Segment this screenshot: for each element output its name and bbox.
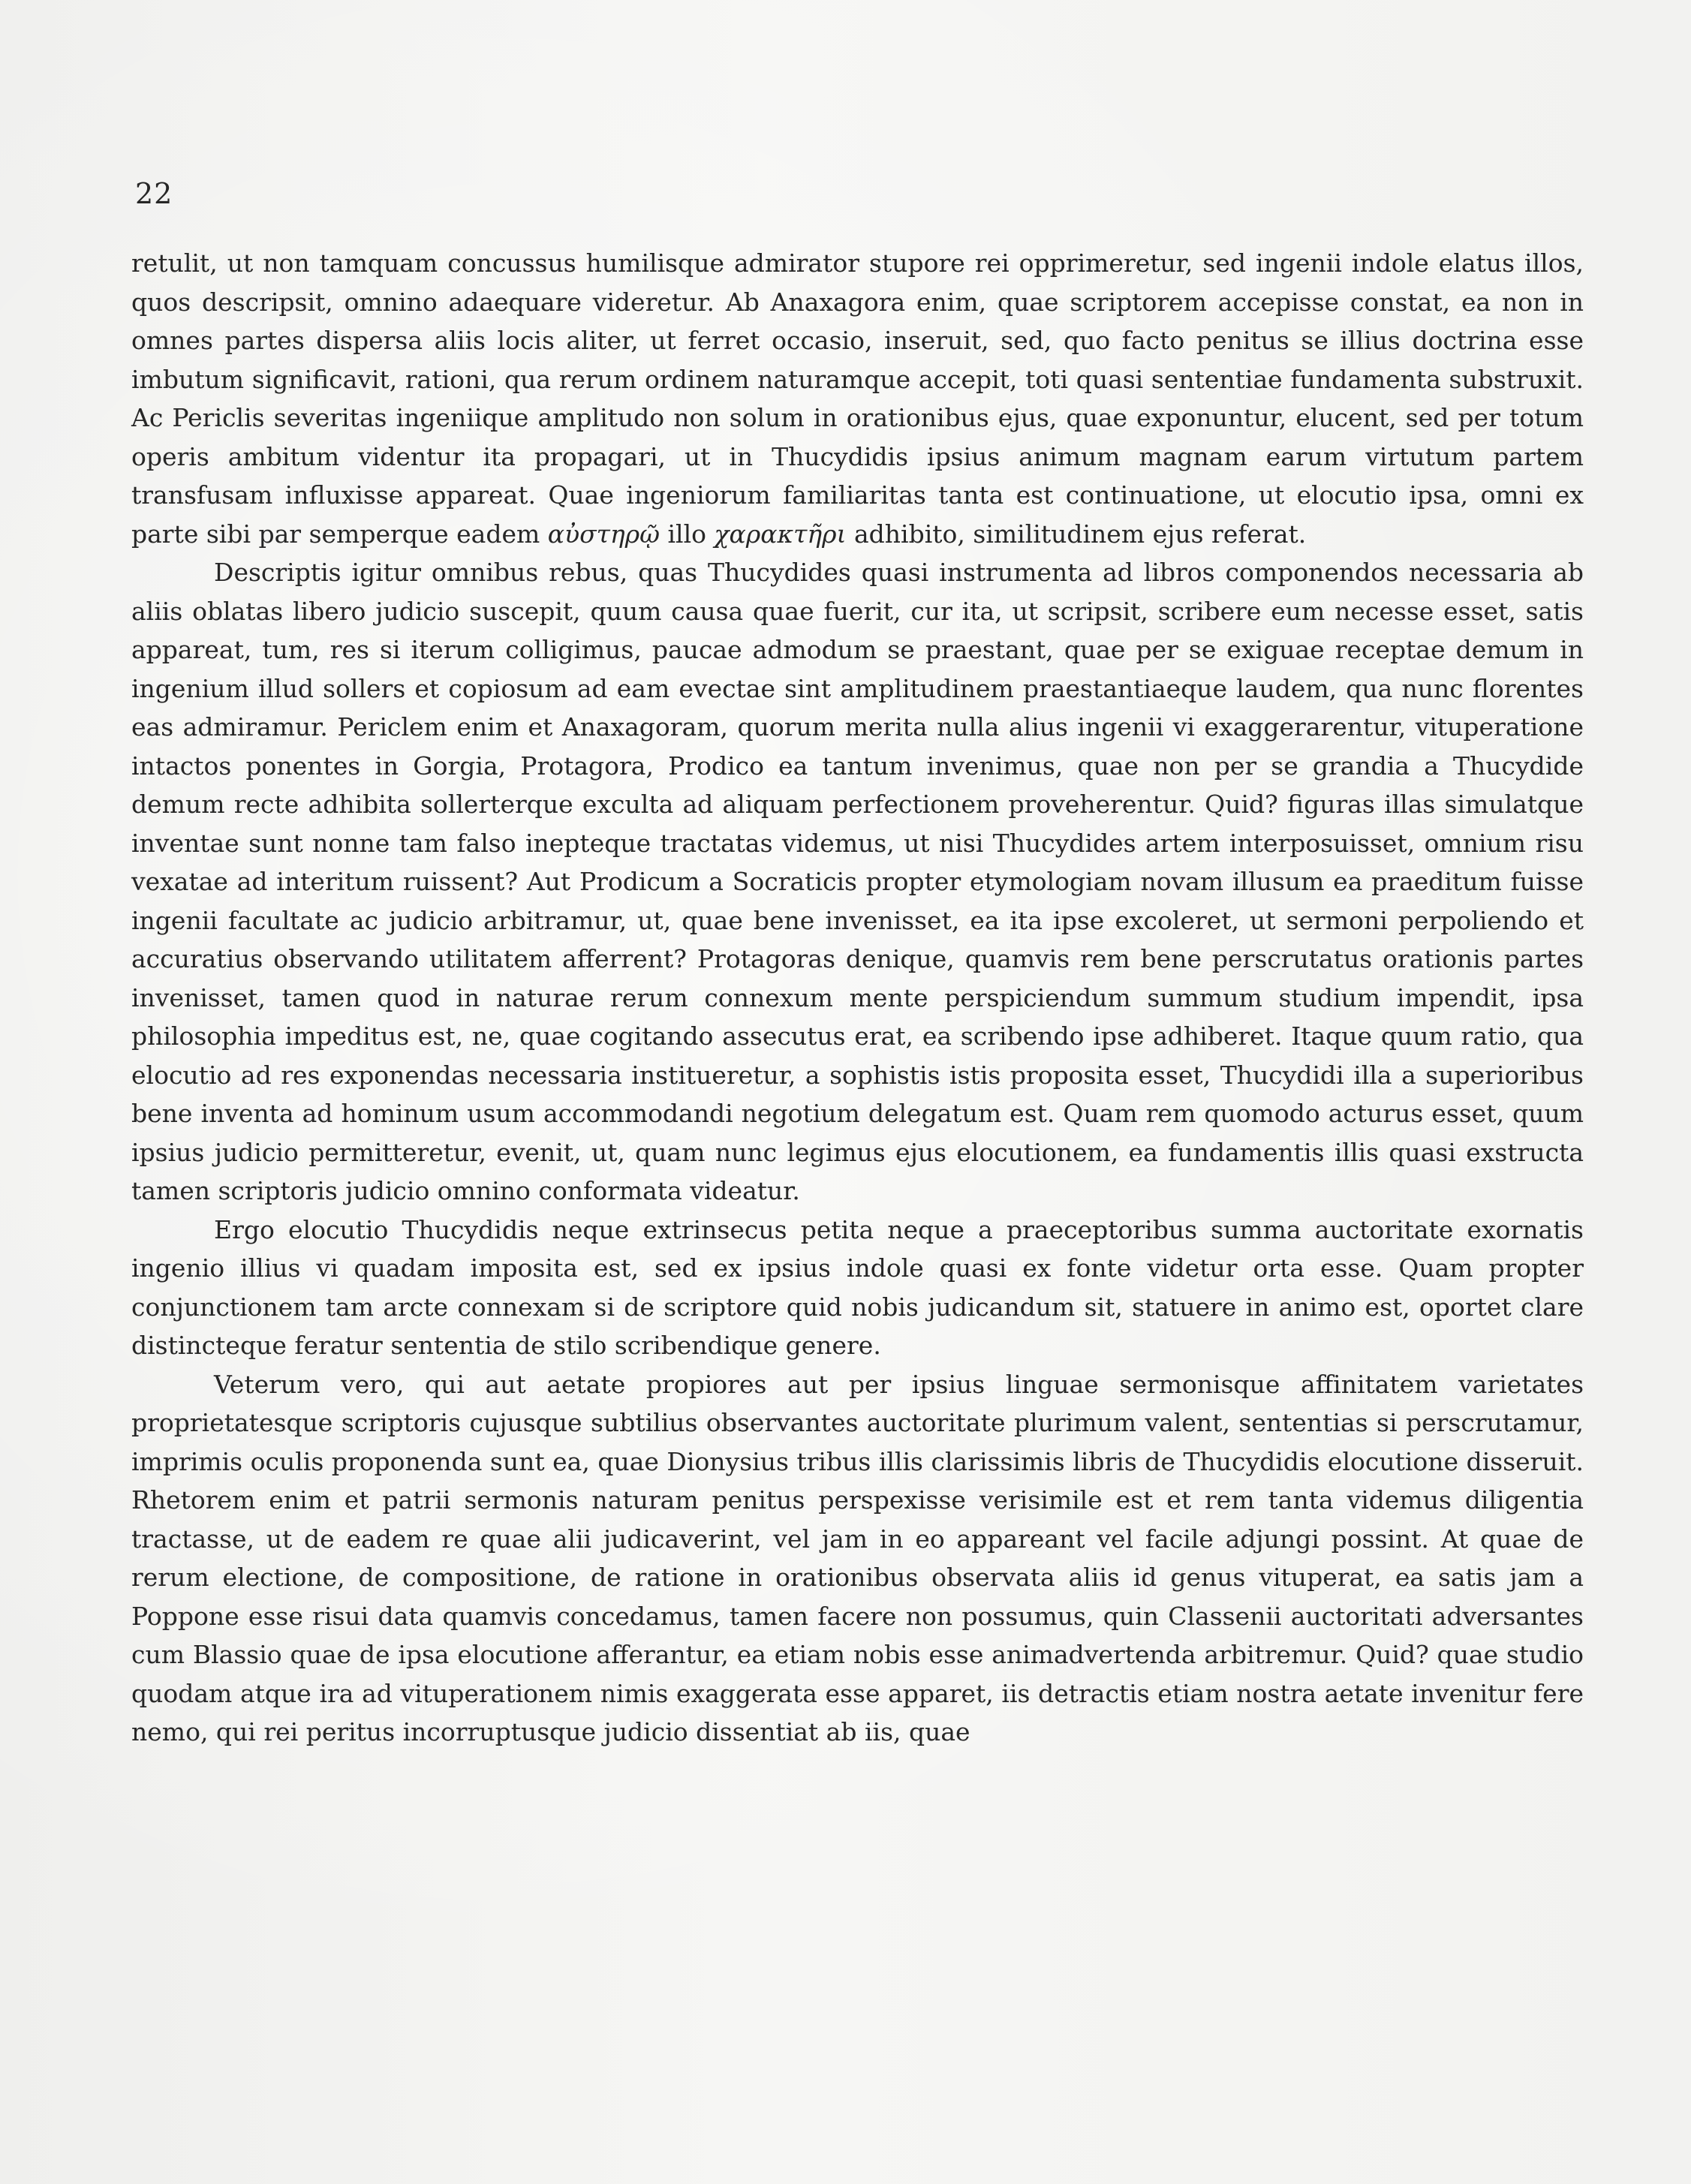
greek-word-charactere: χαρακτῆρι — [714, 519, 847, 549]
paragraph-1-text-c: adhibito, similitudinem ejus referat. — [846, 519, 1307, 549]
paragraph-4 — [131, 1365, 1584, 1752]
paragraph-1-text-b: illo — [660, 519, 715, 549]
paragraph-1 — [131, 244, 1584, 553]
paragraph-4-text: Veterum vero, qui aut aetate propiores aut per ipsius linguae sermonisque affinitatem varietates proprietatesque scriptoris cujusque subtilius observantes auctoritate plurimum valent, sententias si perscrutamur, imprimis oculis proponenda sunt ea, quae Dionysius tribus illis clarissimis libris de Thucydidis elocutione disseruit. Rhetorem enim et patrii sermonis naturam penitus perspexisse verisimile est et rem tanta videmus diligentia tractasse, ut de eadem re quae alii judicaverint, vel jam in eo appareant vel facile adjungi possint. At quae de rerum electione, de compositione, de ratione in orationibus observata aliis id genus vituperat, ea satis jam a Poppone esse risui data quamvis concedamus, tamen facere non possumus, quin Classenii auctoritati adversantes cum Blassio quae de ipsa elocutione afferantur, ea etiam nobis esse animadvertenda arbitremur. Quid? quae studio quodam atque ira ad vituperationem nimis exaggerata esse apparet, iis detractis etiam nostra aetate invenitur fere nemo, qui rei peritus incorruptusque judicio dissentiat ab iis, quae — [131, 1369, 1584, 1746]
page-number: 22 — [135, 177, 173, 210]
paragraph-3-text: Ergo elocutio Thucydidis neque extrinsecus petita neque a praeceptoribus summa auctoritate exornatis ingenio illius vi quadam imposita est, sed ex ipsius indole quasi ex fonte videtur orta esse. Quam propter conjunctionem tam arcte connexam si de scriptore quid nobis judicandum sit, statuere in animo est, oportet clare distincteque feratur sententia de stilo scribendique genere. — [131, 1214, 1584, 1360]
body-text — [131, 244, 1584, 1752]
paragraph-1-text-a: retulit, ut non tamquam concussus humilisque admirator stupore rei opprimeretur, sed ingenii indole elatus illos, quos descripsit, omnino adaequare videretur. Ab Anaxagora enim, quae scriptorem accepisse constat, ea non in omnes partes dispersa aliis locis aliter, ut ferret occasio, inseruit, sed, quo facto penitus se illius doctrina esse imbutum significavit, rationi, qua rerum ordinem naturamque accepit, toti quasi sententiae fundamenta substruxit. Ac Periclis severitas ingeniique amplitudo non solum in orationibus ejus, quae exponuntur, elucent, sed per totum operis ambitum videntur ita propagari, ut in Thucydidis ipsius animum magnam earum virtutum partem transfusam influxisse appareat. Quae ingeniorum familiaritas tanta est continuatione, ut elocutio ipsa, omni ex parte sibi par semperque eadem — [131, 248, 1584, 549]
paragraph-3 — [131, 1211, 1584, 1365]
paragraph-2 — [131, 553, 1584, 1211]
paragraph-2-text: Descriptis igitur omnibus rebus, quas Thucydides quasi instrumenta ad libros componendos necessaria ab aliis oblatas libero judicio suscepit, quum causa quae fuerit, cur ita, ut scripsit, scribere eum necesse esset, satis appareat, tum, res si iterum colligimus, paucae admodum se praestant, quae per se exiguae receptae demum in ingenium illud sollers et copiosum ad eam evectae sint amplitudinem praestantiaeque laudem, qua nunc florentes eas admiramur. Periclem enim et Anaxagoram, quorum merita nulla alius ingenii vi exaggerarentur, vituperatione intactos ponentes in Gorgia, Protagora, Prodico ea tantum invenimus, quae non per se grandia a Thucydide demum recte adhibita sollerterque exculta ad aliquam perfectionem proveherentur. Quid? figuras illas simulatque inventae sunt nonne tam falso inepteque tractatas videmus, ut nisi Thucydides artem interposuisset, omnium risu vexatae ad interitum ruissent? Aut Prodicum a Socraticis propter etymologiam novam illusum ea praeditum fuisse ingenii facultate ac judicio arbitramur, ut, quae bene invenisset, ea ita ipse excoleret, ut sermoni perpoliendo et accuratius observando utilitatem afferrent? Protagoras denique, quamvis rem bene perscrutatus orationis partes invenisset, tamen quod in naturae rerum connexum mente perspiciendum summum studium impendit, ipsa philosophia impeditus est, ne, quae cogitando assecutus erat, ea scribendo ipse adhiberet. Itaque quum ratio, qua elocutio ad res exponendas necessaria institueretur, a sophistis istis proposita esset, Thucydidi illa a superioribus bene inventa ad hominum usum accommodandi negotium delegatum est. Quam rem quomodo acturus esset, quum ipsius judicio permitteretur, evenit, ut, quam nunc legimus ejus elocutionem, ea fundamentis illis quasi exstructa tamen scriptoris judicio omnino conformata videatur. — [131, 558, 1584, 1205]
greek-word-austero: αὐστηρῷ — [547, 519, 660, 549]
